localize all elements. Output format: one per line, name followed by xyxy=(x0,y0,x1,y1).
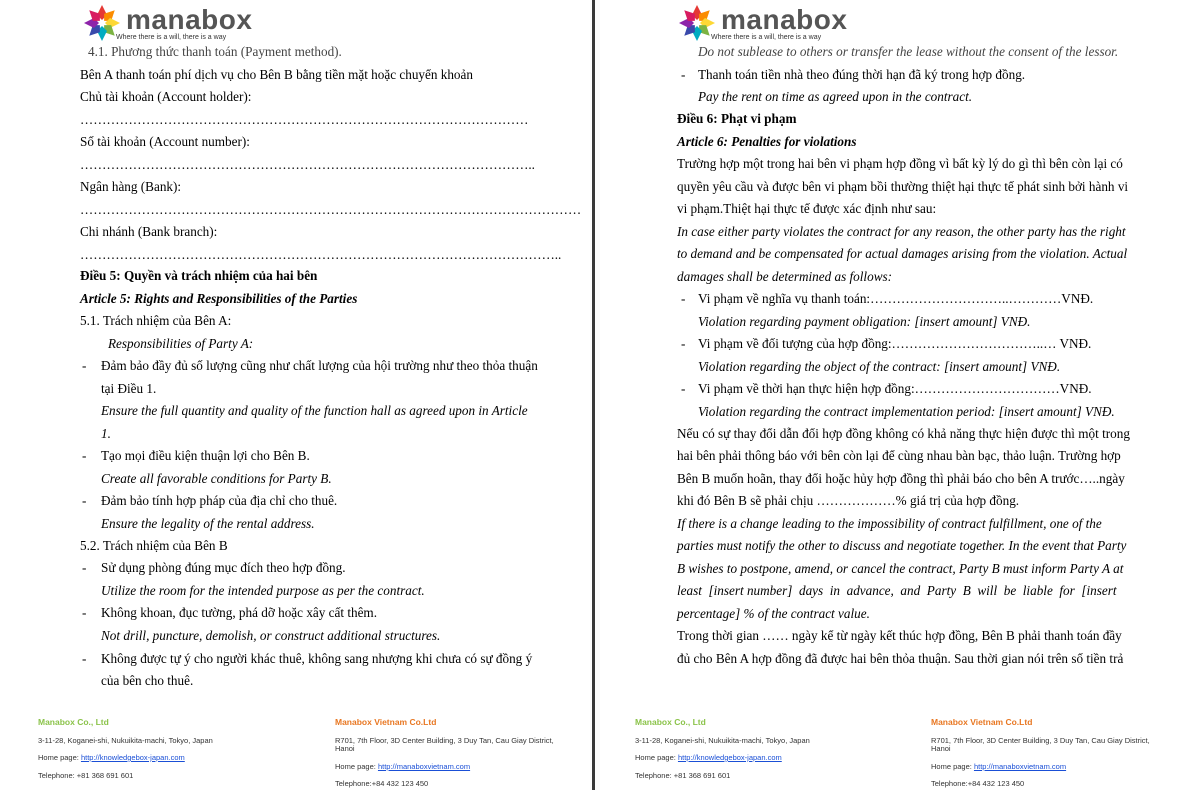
paragraph-line-en: percentage] % of the contract value. xyxy=(677,606,870,621)
list-item: Không được tự ý cho người khác thuê, không sang nhượng khi chưa có sự đồng ý xyxy=(101,651,533,666)
article-6-heading-vi: Điều 6: Phạt vi phạm xyxy=(677,111,797,126)
paragraph-line: hai bên phải thông báo với bên còn lại để cùng nhau bàn bạc, thảo luận. Trường hợp xyxy=(677,448,1121,463)
bullet-dash: - xyxy=(82,651,87,666)
paragraph-line-en: damages shall be determined as follows: xyxy=(677,269,893,284)
account-holder-blank: ………………………………………………………………………………………… xyxy=(80,112,529,127)
list-item: Không khoan, đục tường, phá dỡ hoặc xây cất thêm. xyxy=(101,605,377,620)
text-line-clipped: Do not sublease to others or transfer the lease without the consent of the lessor. xyxy=(698,44,1119,59)
paragraph-line-en: In case either party violates the contract for any reason, the other party has the right xyxy=(677,224,1126,239)
list-item: Đảm bảo đầy đủ số lượng cũng như chất lượng của hội trường như theo thỏa thuận xyxy=(101,358,538,373)
paragraph-line: vi phạm.Thiệt hại thực tế được xác định như sau: xyxy=(677,201,937,216)
list-item: Đảm bảo tính hợp pháp của địa chỉ cho thuê. xyxy=(101,493,338,508)
manabox-logo xyxy=(82,3,282,43)
section-4-1: 4.1. Phương thức thanh toán (Payment method). xyxy=(88,44,342,59)
paragraph-line-en: least [insert number] days in advance, and Party B will be liable for [insert xyxy=(677,583,1117,598)
list-item-en: Violation regarding the object of the contract: [insert amount] VNĐ. xyxy=(698,359,1061,374)
account-number-label: Số tài khoản (Account number): xyxy=(80,134,250,149)
footer-vn-home-link[interactable]: http://manaboxvietnam.com xyxy=(973,762,1067,771)
list-item: Thanh toán tiền nhà theo đúng thời hạn đã ký trong hợp đồng. xyxy=(698,67,1026,82)
bank-label: Ngân hàng (Bank): xyxy=(80,179,182,194)
bullet-dash: - xyxy=(82,358,87,373)
text-line: Bên A thanh toán phí dịch vụ cho Bên B bằng tiền mặt hoặc chuyển khoản xyxy=(80,67,473,82)
paragraph-line-en: B wishes to postpone, amend, or cancel the contract, Party B must inform Party A at xyxy=(677,561,1124,576)
footer-vn-address-city: Hanoi xyxy=(931,744,951,753)
logo-tagline: Where there is a will, there is a way xyxy=(711,34,822,41)
logo-tagline: Where there is a will, there is a way xyxy=(116,34,227,41)
footer-vn-address-city: Hanoi xyxy=(335,744,355,753)
footer-jp-company: Manabox Co., Ltd xyxy=(38,717,109,727)
section-5-2: 5.2. Trách nhiệm của Bên B xyxy=(80,538,228,553)
footer-jp-home-link[interactable]: http://knowledgebox-japan.com xyxy=(80,753,185,762)
bank-branch-blank: ……………………………………………………………………………………………….. xyxy=(80,247,562,262)
bullet-dash: - xyxy=(681,381,686,396)
list-item-en: Not drill, puncture, demolish, or construct additional structures. xyxy=(101,628,441,643)
list-item-continued: tại Điều 1. xyxy=(101,381,157,396)
list-item: Vi phạm về nghĩa vụ thanh toán:…………………………..…………VNĐ. xyxy=(698,291,1094,306)
footer-jp-company: Manabox Co., Ltd xyxy=(635,717,706,727)
footer-jp-home: Home page: http://knowledgebox-japan.com xyxy=(38,753,185,762)
list-item: Sử dụng phòng đúng mục đích theo hợp đồng. xyxy=(101,560,346,575)
footer-vn-home: Home page: http://manaboxvietnam.com xyxy=(931,762,1067,771)
account-holder-label: Chủ tài khoản (Account holder): xyxy=(80,89,252,104)
footer-jp-phone: Telephone: +81 368 691 601 xyxy=(38,771,134,780)
bullet-dash: - xyxy=(681,67,686,82)
article-5-heading-vi: Điều 5: Quyền và trách nhiệm của hai bên xyxy=(80,268,318,283)
bullet-dash: - xyxy=(82,448,87,463)
footer-jp-phone: Telephone: +81 368 691 601 xyxy=(635,771,731,780)
document-page-right xyxy=(595,0,1183,790)
bank-branch-label: Chi nhánh (Bank branch): xyxy=(80,224,218,239)
footer-vn-company: Manabox Vietnam Co.Ltd xyxy=(931,717,1033,727)
list-item-en: Pay the rent on time as agreed upon in the contract. xyxy=(698,89,973,104)
list-item: Tạo mọi điều kiện thuận lợi cho Bên B. xyxy=(101,448,310,463)
paragraph-line: đủ cho Bên A hợp đồng đã được hai bên thỏa thuận. Sau thời gian nói trên số tiền trả xyxy=(677,651,1124,666)
paragraph-line-en: to demand and be compensated for actual damages arising from the violation. Actual xyxy=(677,246,1128,261)
paragraph-line-en: parties must notify the other to discuss and negotiate together. In the event that Party xyxy=(677,538,1127,553)
footer-jp-home: Home page: http://knowledgebox-japan.com xyxy=(635,753,782,762)
paragraph-line: Bên B muốn hoãn, thay đổi hoặc hủy hợp đồng thì phải báo cho bên A trước…..ngày xyxy=(677,471,1125,486)
list-item: Vi phạm về đối tượng của hợp đồng:……………………………..… VNĐ. xyxy=(698,336,1092,351)
footer-vn-home: Home page: http://manaboxvietnam.com xyxy=(335,762,471,771)
paragraph-line: quyền yêu cầu và được bên vi phạm bồi thường thiệt hại thực tế phát sinh bởi hành vi xyxy=(677,179,1129,194)
bullet-dash: - xyxy=(82,605,87,620)
list-item-en: Utilize the room for the intended purpose as per the contract. xyxy=(101,583,425,598)
paragraph-line: Nếu có sự thay đổi dẫn đổi hợp đồng không có khả năng thực hiện được thì một trong xyxy=(677,426,1130,441)
account-number-blank: ………………………………………………………………………………………….. xyxy=(80,157,535,172)
logo-wordmark: manabox xyxy=(721,4,848,35)
paragraph-line: Trường hợp một trong hai bên vi phạm hợp đồng vì bất kỳ lý do gì thì bên còn lại có xyxy=(677,156,1123,171)
paragraph-line-en: If there is a change leading to the impossibility of contract fulfillment, one of the xyxy=(677,516,1102,531)
list-item-en: Ensure the legality of the rental address. xyxy=(101,516,315,531)
logo-wordmark: manabox xyxy=(126,4,253,35)
section-5-1-en: Responsibilities of Party A: xyxy=(108,336,254,351)
list-item-en: Violation regarding payment obligation: [insert amount] VNĐ. xyxy=(698,314,1031,329)
list-item-en: Violation regarding the contract implementation period: [insert amount] VNĐ. xyxy=(698,404,1115,419)
footer-vn-home-link[interactable]: http://manaboxvietnam.com xyxy=(377,762,471,771)
paragraph-line: khi đó Bên B sẽ phải chịu ………………% giá trị của hợp đồng. xyxy=(677,493,1020,508)
manabox-logo xyxy=(677,3,877,43)
bullet-dash: - xyxy=(681,291,686,306)
footer-jp-home-link[interactable]: http://knowledgebox-japan.com xyxy=(677,753,782,762)
footer-jp-address: 3-11-28, Koganei-shi, Nukuikita-machi, Tokyo, Japan xyxy=(635,736,810,745)
bullet-dash: - xyxy=(681,336,686,351)
paragraph-line: Trong thời gian …… ngày kể từ ngày kết thúc hợp đồng, Bên B phải thanh toán đầy xyxy=(677,628,1122,643)
bullet-dash: - xyxy=(82,560,87,575)
list-item-en: Create all favorable conditions for Party B. xyxy=(101,471,332,486)
footer-vn-phone: Telephone:+84 432 123 450 xyxy=(335,779,429,788)
footer-vn-company: Manabox Vietnam Co.Ltd xyxy=(335,717,437,727)
list-item-continued: của bên cho thuê. xyxy=(101,673,194,688)
bank-blank: …………………………………………………………………………………………………… xyxy=(80,202,582,217)
bullet-dash: - xyxy=(82,493,87,508)
footer-jp-address: 3-11-28, Koganei-shi, Nukuikita-machi, Tokyo, Japan xyxy=(38,736,213,745)
list-item-en-continued: 1. xyxy=(101,426,111,441)
list-item-en: Ensure the full quantity and quality of the function hall as agreed upon in Article xyxy=(101,403,528,418)
article-6-heading-en: Article 6: Penalties for violations xyxy=(677,134,857,149)
list-item: Vi phạm về thời hạn thực hiện hợp đồng:……………………………VNĐ. xyxy=(698,381,1092,396)
article-5-heading-en: Article 5: Rights and Responsibilities of the Parties xyxy=(80,291,358,306)
footer-vn-address: R701, 7th Floor, 3D Center Building, 3 Duy Tan, Cau Giay District, xyxy=(335,736,554,745)
footer-vn-address: R701, 7th Floor, 3D Center Building, 3 Duy Tan, Cau Giay District, xyxy=(931,736,1150,745)
footer-vn-phone: Telephone:+84 432 123 450 xyxy=(931,779,1025,788)
section-5-1: 5.1. Trách nhiệm của Bên A: xyxy=(80,313,232,328)
